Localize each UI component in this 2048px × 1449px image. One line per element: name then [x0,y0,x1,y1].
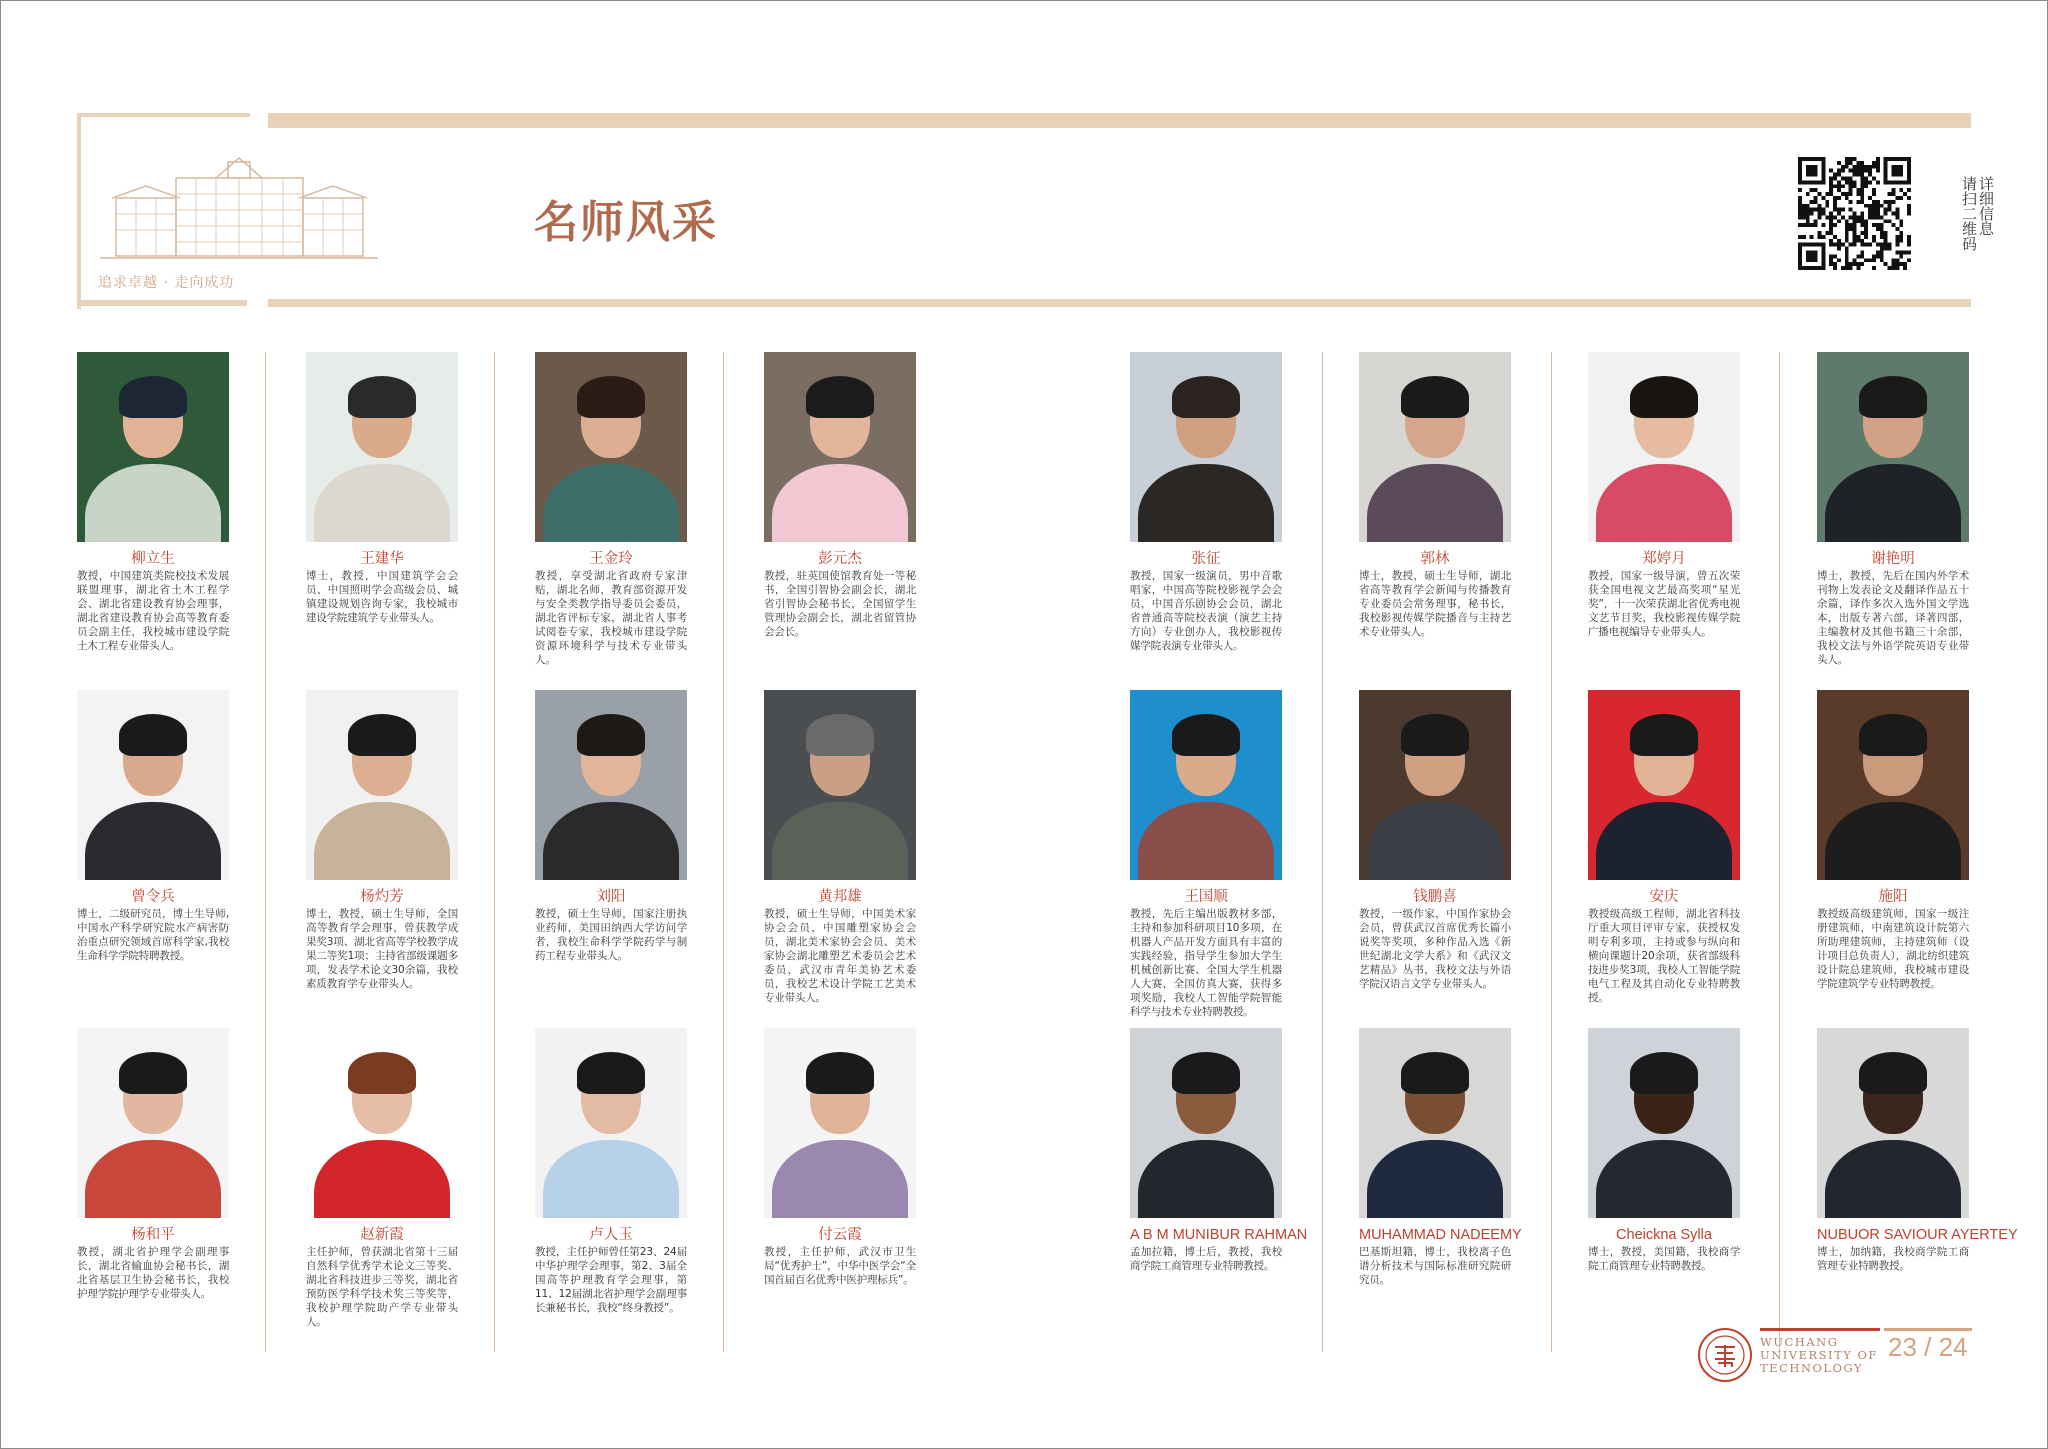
teacher-description: 教授，硕士生导师，中国美术家协会会员，中国雕塑家协会会员，湖北美术家协会会员、美术家协会湖北雕塑艺术委员会艺术委员，武汉市青年美协艺术委员，我校艺术设计学院工艺美术专业带头人。 [764,908,916,1004]
teacher-photo [1130,690,1282,880]
teacher-name: 王建华 [360,551,404,567]
qr-code[interactable] [1798,157,1911,270]
teacher-card [1359,352,1511,639]
campus-building-illustration [98,148,380,266]
teacher-photo [1588,690,1740,880]
teacher-description: 教授级高级工程师，湖北省科技厅重大项目评审专家，获授权发明专利多项，主持或参与纵向和横向课题计20余项，获省部级科技进步奖3项，我校人工智能学院电气工程及其自动化专业特聘教授。 [1588,908,1740,1004]
column-divider [494,352,495,1352]
teacher-card [1130,352,1282,653]
teacher-card [77,1028,229,1301]
page-number: 23 / 24 [1888,1332,1968,1362]
teacher-description: 教授级高级建筑师，国家一级注册建筑师，中南建筑设计院第六所助理建筑师，主持建筑师（设计项目总负责人），湖北纺织建筑设计院总建筑师，我校城市建设学院建筑学专业特聘教授。 [1817,908,1969,990]
teacher-card [535,1028,687,1315]
teacher-description: 教授，湖北省护理学会副理事长，湖北省输血协会秘书长，湖北省基层卫生协会秘书长，我校护理学院护理学专业带头人。 [77,1246,229,1300]
teacher-photo [764,1028,916,1218]
teacher-name: 杨和平 [131,1227,175,1243]
teacher-name: 柳立生 [131,551,175,567]
teacher-name: 彭元杰 [818,551,862,567]
teacher-card [77,352,229,653]
column-divider [1779,352,1780,1352]
teacher-card [1130,690,1282,1019]
teacher-description: 教授，一级作家，中国作家协会会员，曾获武汉首席优秀长篇小说奖等奖项，多种作品入选《新世纪湖北文学大系》和《武汉文艺精品》丛书，我校文法与外语学院汉语言文学专业带头人。 [1359,908,1511,990]
teacher-card [1588,690,1740,1005]
teacher-description: 主任护师，曾获湖北省第十三届自然科学优秀学术论文三等奖、湖北省科技进步三等奖，湖北省预防医学科学技术奖三等奖等，我校护理学院助产学专业带头人。 [306,1246,458,1328]
header-frame-bottom [77,300,247,306]
teacher-description: 教授，硕士生导师，国家注册执业药师，美国田纳西大学访问学者，我校生命科学学院药学与制药工程专业带头人。 [535,908,687,962]
teacher-description: 孟加拉籍，博士后，教授，我校商学院工商管理专业特聘教授。 [1130,1246,1282,1272]
teacher-name: 赵新霞 [360,1227,404,1243]
header-bar-top [268,113,1971,128]
teacher-name: Cheickna Sylla [1616,1227,1712,1243]
teacher-name: 郭林 [1420,551,1450,567]
qr-label-line: 详细信息 [1977,176,1995,236]
teacher-card [1359,690,1511,991]
teacher-card [764,690,916,1005]
teacher-name: 刘阳 [596,889,626,905]
teacher-photo [1130,1028,1282,1218]
teacher-description: 博士，教授，美国籍，我校商学院工商管理专业特聘教授。 [1588,1246,1740,1272]
teacher-photo [535,690,687,880]
teacher-description: 教授，享受湖北省政府专家津贴，湖北名师，教育部资源开发与安全类教学指导委员会委员，湖北省评标专家，湖北省人事考试阅卷专家，我校城市建设学院资源环境科学与技术专业带头人。 [535,570,687,666]
teacher-photo [306,352,458,542]
teacher-card [77,690,229,963]
teacher-description: 教授，驻英国使馆教育处一等秘书，全国引智协会副会长，湖北省引智协会秘书长，全国留学生管理协会副会长，湖北省留管协会会长。 [764,570,916,638]
teacher-description: 教授，主任护师，武汉市卫生局“优秀护士”，中华中医学会“全国首届百名优秀中医护理标兵”。 [764,1246,916,1286]
teacher-card [1817,690,1969,991]
header-bar-bottom [268,299,1971,307]
teacher-name: 黄邦雄 [818,889,862,905]
teacher-card [1130,1028,1308,1273]
teacher-description: 博士，教授，硕士生导师，湖北省高等教育学会新闻与传播教育专业委员会常务理事，秘书长，我校影视传媒学院播音与主持艺术专业带头人。 [1359,570,1511,638]
header-slogan: 追求卓越 · 走向成功 [98,275,235,291]
teacher-name: A B M MUNIBUR RAHMAN [1130,1227,1308,1243]
teacher-name: 卢人玉 [589,1227,633,1243]
teacher-name: 杨灼芳 [360,889,404,905]
teacher-card [1588,352,1740,639]
teacher-description: 博士，加纳籍，我校商学院工商管理专业特聘教授。 [1817,1246,1969,1272]
university-name-line: TECHNOLOGY [1760,1361,1864,1375]
university-name-line: UNIVERSITY OF [1760,1348,1878,1362]
teacher-card [535,690,687,963]
teacher-photo [306,690,458,880]
teacher-photo [1359,352,1511,542]
teacher-card [1588,1028,1740,1273]
qr-label-line: 请扫二维码 [1960,176,1978,251]
teacher-name: 曾令兵 [131,889,175,905]
teacher-description: 博士，教授，先后在国内外学术刊物上发表论文及翻译作品五十余篇，译作多次入选外国文学选本，出版专著六部，译著四部，主编教材及其他书籍三十余部，我校文法与外语学院英语专业带头人。 [1817,570,1969,666]
university-name-line: WUCHANG [1760,1335,1839,1349]
teacher-photo [1359,690,1511,880]
teacher-description: 教授，先后主编出版教材多部，主持和参加科研项目10多项，在机器人产品开发方面具有丰富的实践经验，指导学生参加大学生机械创新比赛、全国大学生机器人大赛，全国仿真大赛，获得多项奖励，我校人工智能学院智能科学与技术专业特聘教授。 [1130,908,1282,1018]
teacher-description: 教授，主任护师曾任第23、24届中华护理学会理事，第2、3届全国高等护理教育学会理事，第11、12届湖北省护理学会副理事长兼秘书长，我校“终身教授”。 [535,1246,687,1314]
column-divider [265,352,266,1352]
teacher-card [535,352,687,667]
university-name [1760,1336,1878,1375]
column-divider [1322,352,1323,1352]
teacher-card [764,352,916,639]
teacher-name: 付云霞 [818,1227,862,1243]
teacher-photo [77,1028,229,1218]
teacher-name: MUHAMMAD NADEEMY [1359,1227,1522,1243]
teacher-description: 博士，教授，硕士生导师，全国高等教育学会理事，曾获教学成果奖3项、湖北省高等学校教学成果二等奖1项；主持省部级课题多项，发表学术论文30余篇，我校素质教育学专业带头人。 [306,908,458,990]
teacher-photo [1817,1028,1969,1218]
qr-label [1934,176,1994,251]
teacher-photo [1588,1028,1740,1218]
teacher-photo [764,352,916,542]
teacher-photo [1130,352,1282,542]
teacher-description: 教授，国家一级演员，男中音歌唱家，中国高等院校影视学会会员，中国音乐剧协会会员，湖北省普通高等院校表演（演艺主持方向）专业创办人，我校影视传媒学院表演专业带头人。 [1130,570,1282,652]
page-title: 名师风采 [534,197,718,248]
teacher-photo [535,352,687,542]
teacher-name: 谢艳明 [1871,551,1915,567]
teacher-name: 王国顺 [1184,889,1228,905]
teacher-description: 巴基斯坦籍，博士，我校离子色谱分析技术与国际标准研究院研究员。 [1359,1246,1511,1286]
teacher-description: 教授，国家一级导演，曾五次荣获全国电视文艺最高奖项“星光奖”，十一次荣获湖北省优秀电视文艺节目奖，我校影视传媒学院广播电视编导专业带头人。 [1588,570,1740,638]
teacher-card [1359,1028,1522,1287]
teacher-name: 安庆 [1649,889,1679,905]
teacher-photo [1817,352,1969,542]
teacher-name: 郑婷月 [1642,551,1686,567]
teacher-description: 博士，教授，中国建筑学会会员、中国照明学会高级会员、城镇建设规划咨询专家，我校城市建设学院建筑学专业带头人。 [306,570,458,624]
teacher-description: 博士，二级研究员，博士生导师,中国水产科学研究院水产病害防治重点研究领域首席科学家,我校生命科学学院特聘教授。 [77,908,229,962]
teacher-card [764,1028,916,1287]
teacher-name: 钱鹏喜 [1413,889,1457,905]
teacher-name: NUBUOR SAVIOUR AYERTEY [1817,1227,2018,1243]
teacher-photo [764,690,916,880]
teacher-card [1817,352,1969,667]
teacher-photo [1359,1028,1511,1218]
university-seal-logo [1697,1327,1753,1383]
footer-accent-line-red [1760,1328,1880,1331]
teacher-name: 施阳 [1878,889,1908,905]
teacher-photo [1817,690,1969,880]
teacher-photo [535,1028,687,1218]
teacher-card [306,690,458,991]
column-divider [723,352,724,1352]
teacher-card [306,352,458,625]
column-divider [1551,352,1552,1352]
teacher-photo [77,690,229,880]
teacher-card [1817,1028,2018,1273]
teacher-photo [1588,352,1740,542]
teacher-name: 王金玲 [589,551,633,567]
teacher-photo [306,1028,458,1218]
teacher-name: 张征 [1191,551,1221,567]
teacher-photo [77,352,229,542]
teacher-card [306,1028,458,1329]
teacher-description: 教授，中国建筑类院校技术发展联盟理事，湖北省土木工程学会、湖北省建设教育协会理事，湖北省建设教育协会高等教育委员会副主任，我校城市建设学院土木工程专业带头人。 [77,570,229,652]
footer-accent-line-tan [1884,1328,1972,1331]
